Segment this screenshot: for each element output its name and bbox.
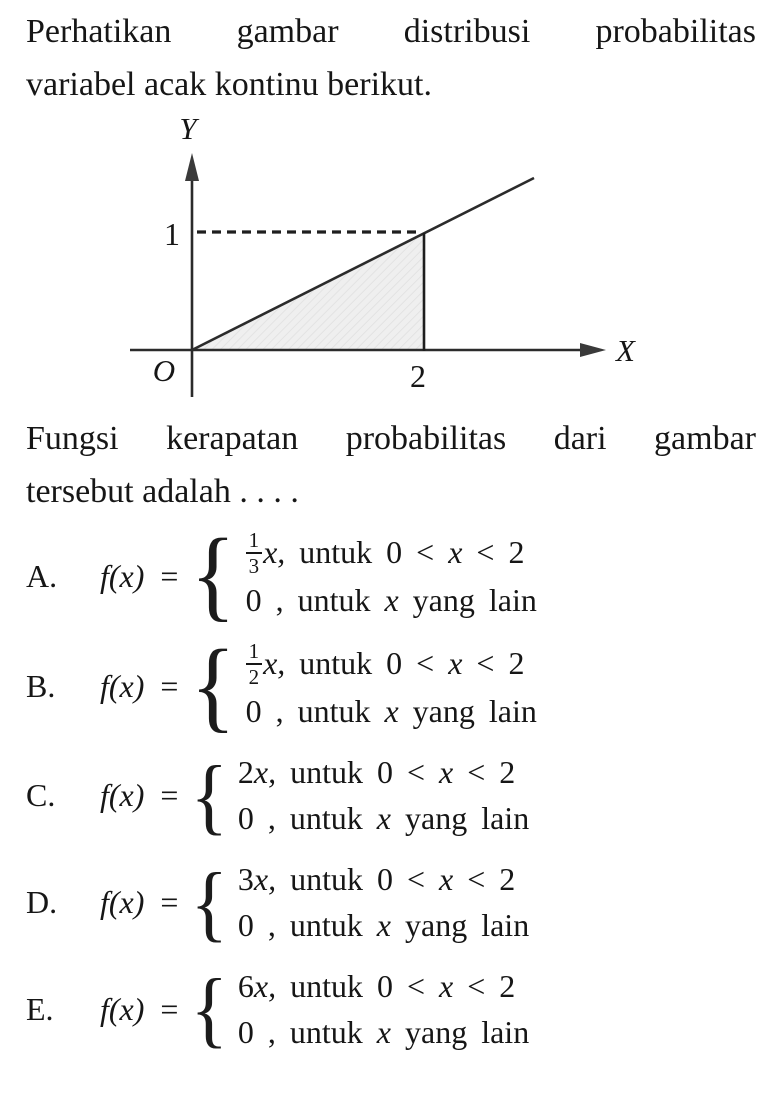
option-d-cases [238, 857, 529, 948]
option-c-case-1: 2x, untuk 0 < x < 2 [237, 754, 516, 791]
fraction: $\frac{1}{2}$ [246, 640, 263, 689]
option-d-fx: f(x) [100, 884, 145, 921]
equals-sign: = [160, 884, 179, 921]
open-brace: { [190, 961, 228, 1056]
prompt-line-2: tersebut adalah . . . . [26, 473, 299, 511]
option-e-cases [238, 964, 529, 1055]
option-c-fx: f(x) [100, 777, 145, 814]
option-c-letter: C. [26, 777, 56, 814]
option-a-cases [246, 529, 537, 624]
x-tick-label: 2 [410, 358, 426, 395]
option-a [26, 519, 756, 632]
equals-sign: = [160, 557, 179, 594]
option-e-letter: E. [26, 991, 54, 1027]
option-e-fx: f(x) [100, 991, 145, 1027]
answer-options [26, 519, 756, 1056]
option-a-case-1: $\frac{1}{3}$ x, untuk 0 < x < 2 [246, 529, 537, 578]
option-d [26, 857, 756, 948]
y-axis-label: Y [179, 113, 197, 147]
fraction: $\frac{1}{3}$ [246, 529, 263, 578]
intro-line-2: variabel acak kontinu berikut. [26, 65, 432, 103]
option-b-cases [246, 640, 537, 735]
option-b-case-1: $\frac{1}{2}$ x, untuk 0 < x < 2 [246, 640, 537, 689]
open-brace: { [190, 630, 236, 743]
option-e [26, 961, 756, 1056]
question-intro [26, 6, 756, 111]
x-axis-arrow-icon [580, 343, 606, 357]
option-d-case-2: 0 , untuk x yang lain [237, 906, 530, 943]
probability-graph [100, 113, 680, 405]
option-e-case-2: 0 , untuk x yang lain [237, 1013, 530, 1050]
prompt-line-1: Fungsi kerapatan probabilitas dari gambar [26, 420, 756, 458]
y-axis-arrow-icon [185, 153, 199, 181]
option-c-case-2: 0 , untuk x yang lain [237, 799, 530, 836]
question-prompt [26, 413, 756, 518]
option-a-letter: A. [26, 557, 58, 594]
option-b-fx: f(x) [100, 668, 145, 705]
open-brace: { [190, 519, 236, 632]
x-axis-label: X [616, 333, 635, 369]
option-b-letter: B. [26, 668, 56, 705]
equals-sign: = [160, 991, 179, 1027]
option-c-cases [238, 750, 529, 841]
option-c [26, 750, 756, 841]
option-a-fx: f(x) [100, 557, 145, 594]
open-brace: { [190, 855, 228, 950]
open-brace: { [190, 748, 228, 843]
option-d-letter: D. [26, 884, 58, 921]
intro-line-1: Perhatikan gambar distribusi probabilitas [26, 13, 756, 50]
option-b [26, 630, 756, 743]
option-e-case-1: 6x, untuk 0 < x < 2 [237, 968, 516, 1005]
equals-sign: = [160, 777, 179, 814]
option-a-case-2: 0 , untuk x yang lain [245, 582, 537, 619]
option-d-case-1: 3x, untuk 0 < x < 2 [237, 861, 516, 898]
y-tick-label: 1 [164, 216, 180, 253]
probability-graph-svg [100, 113, 680, 405]
equals-sign: = [160, 668, 179, 705]
option-b-case-2: 0 , untuk x yang lain [245, 692, 537, 729]
origin-label: O [152, 353, 176, 389]
